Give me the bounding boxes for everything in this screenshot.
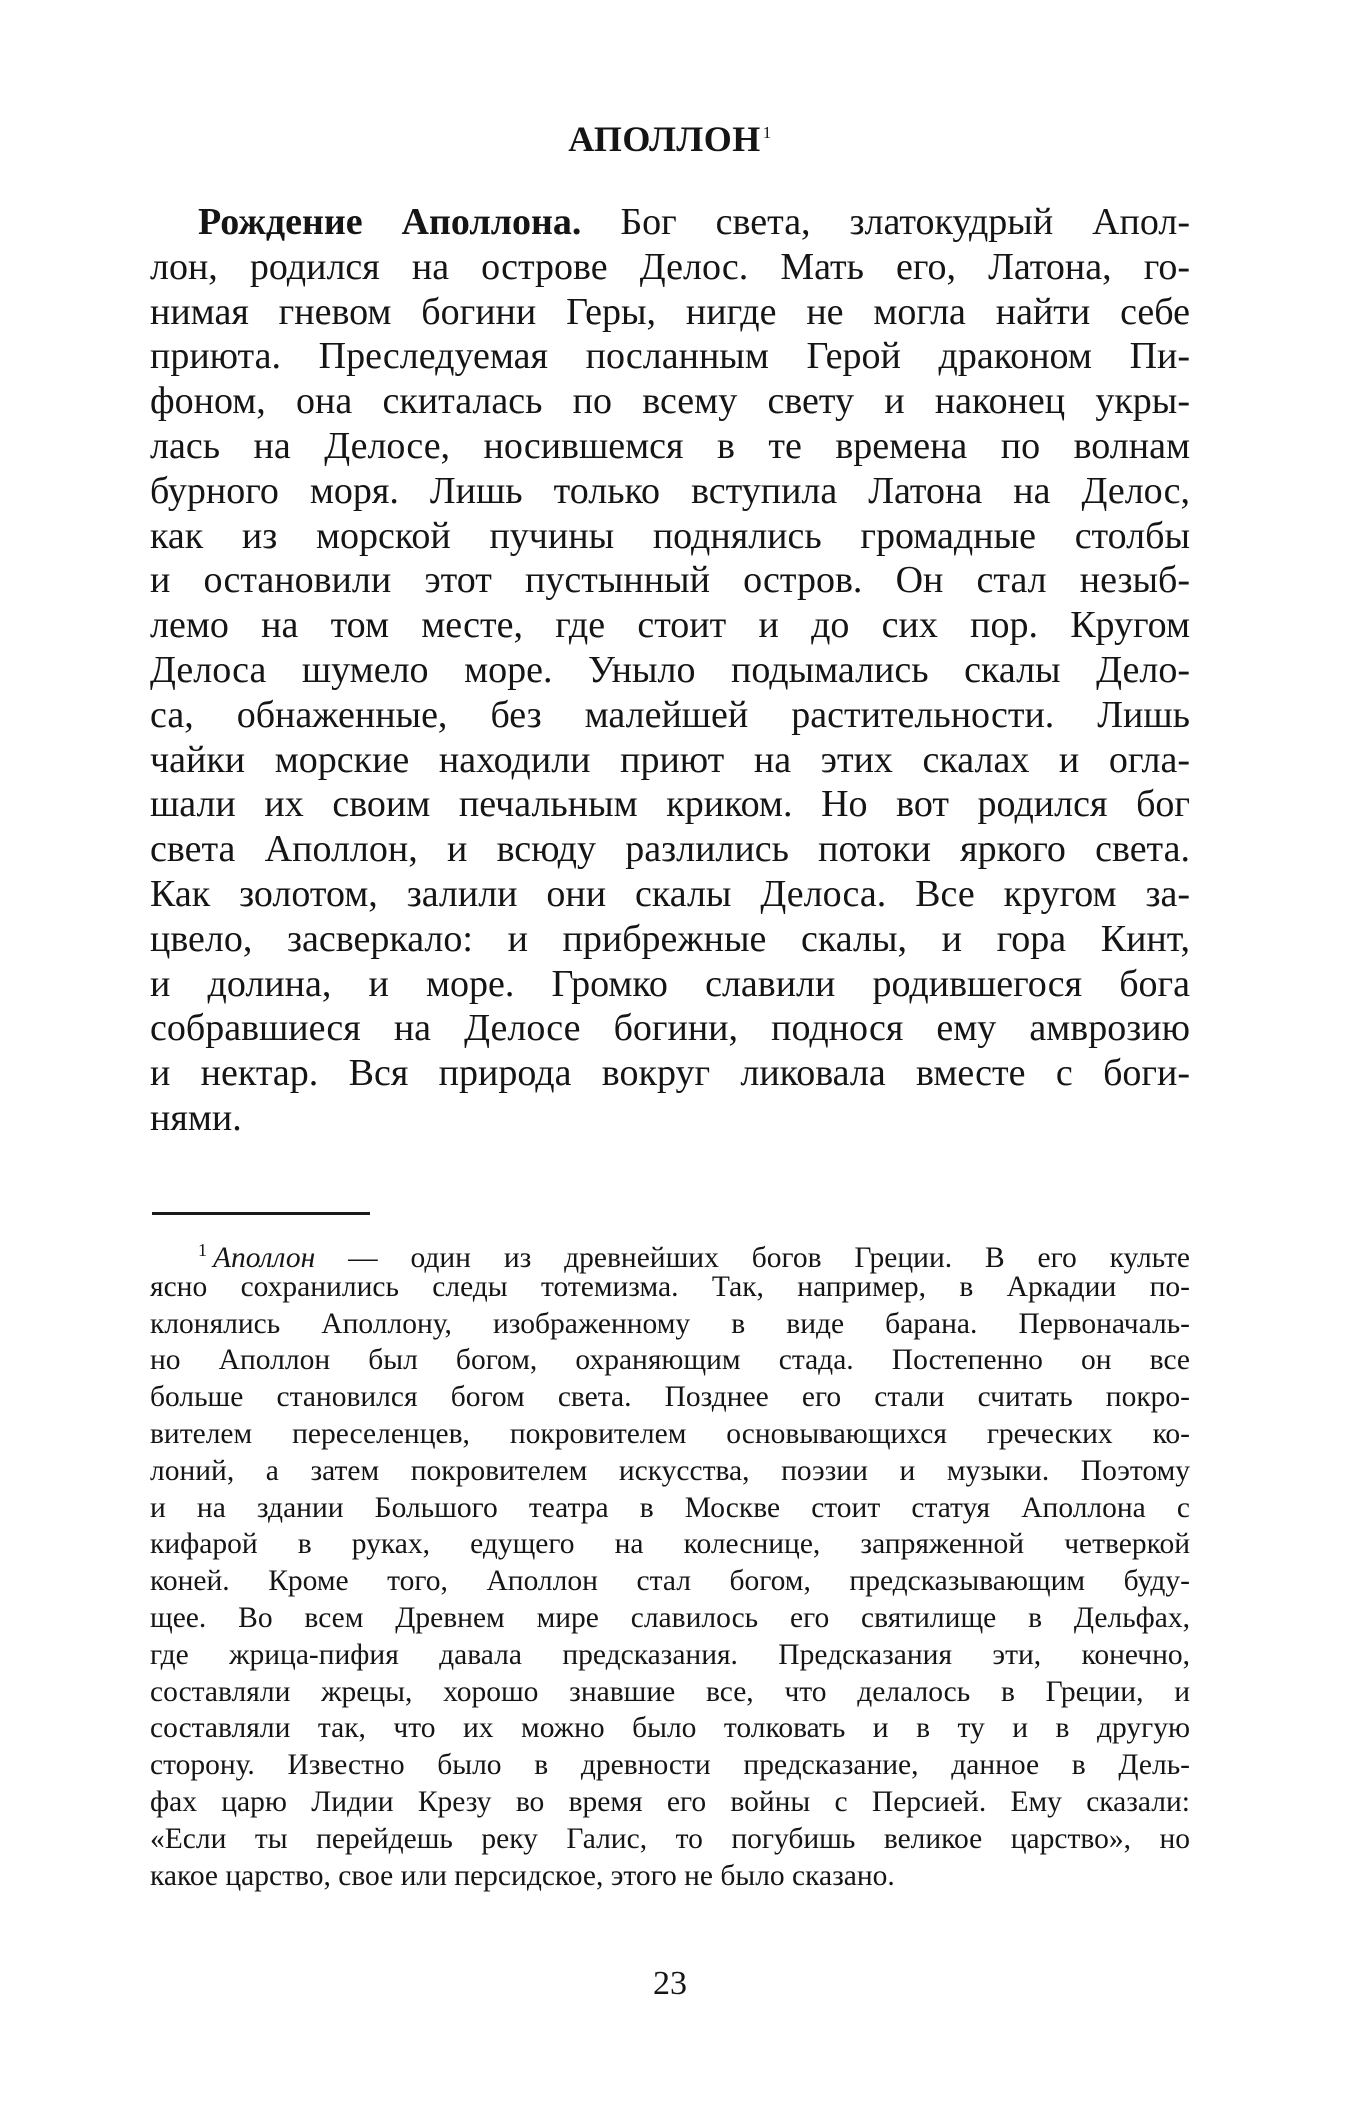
text-line: лемо на том месте, где стоит и до сих пор. Кругом (150, 604, 1190, 647)
footnote-line: фах царю Лидии Крезу во время его войны с Персией. Ему сказали: (150, 1785, 1190, 1818)
text-line: лон, родился на острове Делос. Мать его, Латона, го- (150, 245, 1190, 288)
footnote-line: ясно сохранились следы тотемизма. Так, например, в Аркадии по- (150, 1270, 1190, 1303)
footnote-line: составляли так, что их можно было толковать и в ту и в другую (150, 1712, 1190, 1745)
section-run-in-title: Рождение Аполлона. (198, 201, 582, 243)
text-line-content: Бог света, златокудрый Апол- (581, 201, 1190, 243)
footnote-separator (152, 1212, 370, 1215)
text-line: цвело, засверкало: и прибрежные скалы, и гора Кинт, (150, 917, 1190, 960)
text-line: бурного моря. Лишь только вступила Латона на Делос, (150, 469, 1190, 512)
footnote-line: кифарой в руках, едущего на колеснице, запряженной четверкой (150, 1528, 1190, 1561)
text-line: нями. (150, 1096, 242, 1139)
text-line: Делоса шумело море. Уныло подымались скалы Дело- (150, 648, 1190, 691)
footnote-line (150, 1232, 1190, 1274)
footnote-line: коней. Кроме того, Аполлон стал богом, предсказывающим буду- (150, 1565, 1190, 1598)
footnote (150, 1232, 1190, 1894)
chapter-title-text: АПОЛЛОН (568, 119, 761, 159)
text-line: как из морской пучины поднялись громадные столбы (150, 514, 1190, 557)
footnote-line: клонялись Аполлону, изображенному в виде барана. Первоначаль- (150, 1307, 1190, 1340)
footnote-line: больше становился богом света. Позднее его стали считать покро- (150, 1381, 1190, 1414)
footnote-line: лоний, а затем покровителем искусства, поэзии и музыки. Поэтому (150, 1454, 1190, 1487)
main-paragraph (150, 200, 1190, 1141)
text-line: са, обнаженные, без малейшей растительности. Лишь (150, 693, 1190, 736)
text-line: и остановили этот пустынный остров. Он стал незыб- (150, 559, 1190, 602)
footnote-line-content: — один из древнейших богов Греции. В его культе (315, 1241, 1190, 1274)
text-line: чайки морские находили приют на этих скалах и огла- (150, 738, 1190, 781)
footnote-line: вителем переселенцев, покровителем основывающихся греческих ко- (150, 1417, 1190, 1450)
text-line: нимая гневом богини Геры, нигде не могла найти себе (150, 290, 1190, 333)
text-line: и нектар. Вся природа вокруг ликовала вместе с боги- (150, 1052, 1190, 1095)
text-line: собравшиеся на Делосе богини, поднося ему амврозию (150, 1007, 1190, 1050)
footnote-line: какое царство, свое или персидское, этого не было сказано. (150, 1859, 895, 1892)
text-line (150, 200, 1190, 245)
footnote-term: Аполлон (213, 1241, 316, 1274)
footnote-line: и на здании Большого театра в Москве стоит статуя Аполлона с (150, 1491, 1190, 1524)
footnote-line: щее. Во всем Древнем мире славилось его святилище в Дельфах, (150, 1601, 1190, 1634)
text-line: и долина, и море. Громко славили родившегося бога (150, 962, 1190, 1005)
footnote-line: сторону. Известно было в древности предсказание, данное в Дель- (150, 1749, 1190, 1782)
chapter-title (150, 118, 1190, 160)
text-line: приюта. Преследуемая посланным Герой драконом Пи- (150, 335, 1190, 378)
text-line: света Аполлон, и всюду разлились потоки яркого света. (150, 828, 1190, 871)
page-number: 23 (653, 1965, 687, 2002)
text-line: фоном, она скиталась по всему свету и наконец укры- (150, 380, 1190, 423)
text-line: Как золотом, залили они скалы Делоса. Все кругом за- (150, 872, 1190, 915)
footnote-reference: 1 (762, 123, 772, 142)
text-line: лась на Делосе, носившемся в те времена по волнам (150, 424, 1190, 467)
book-page (150, 0, 1190, 2125)
footnote-line: составляли жрецы, хорошо знавшие все, что делалось в Греции, и (150, 1675, 1190, 1708)
footnote-line: но Аполлон был богом, охраняющим стада. Постепенно он все (150, 1344, 1190, 1377)
footnote-mark: 1 (198, 1240, 207, 1260)
footnote-line: где жрица-пифия давала предсказания. Предсказания эти, конечно, (150, 1638, 1190, 1671)
footnote-line: «Если ты перейдешь реку Галис, то погубишь великое царство», но (150, 1822, 1190, 1855)
text-line: шали их своим печальным криком. Но вот родился бог (150, 783, 1190, 826)
